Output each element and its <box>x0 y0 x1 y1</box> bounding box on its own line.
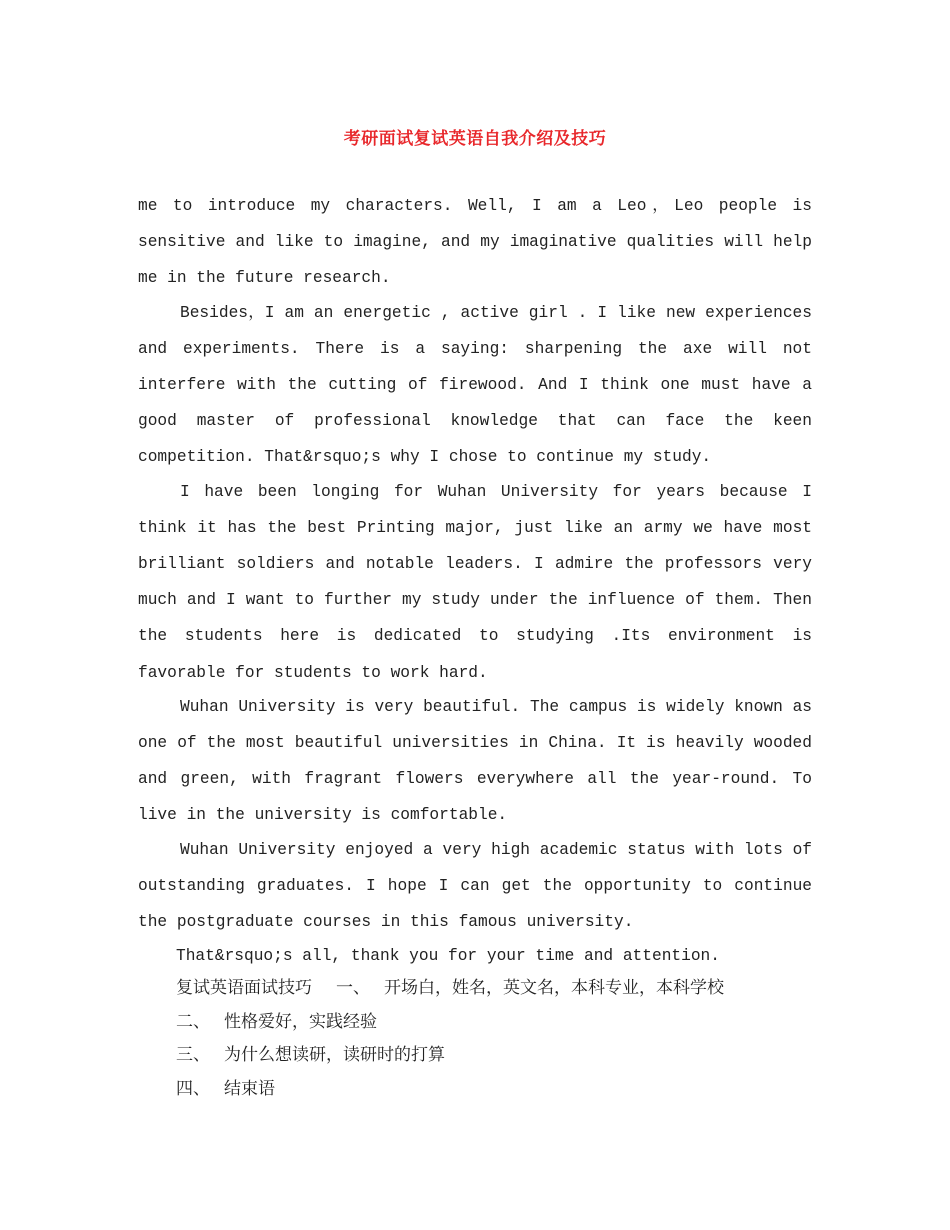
tip-item <box>176 1006 836 1040</box>
tip-number: 一、 <box>336 978 370 998</box>
tip-number: 二、 <box>176 1011 210 1032</box>
interview-tips <box>176 972 836 1106</box>
tip-item <box>176 1073 836 1107</box>
paragraph-why-wuhan: I have been longing for Wuhan University for years because I think it has the best Printing major, just like an army we have most brilliant soldiers and notable leaders. I admire the professors very much and I want to further my study under the influence of them. Then the students here is dedicated to studying .Its environment is favorable for students to work hard. <box>138 482 812 682</box>
paragraph-intro-continued: me to introduce my characters. Well, I am a Leo，Leo people is sensitive and like to imagine, and my imaginative qualities will help me in the future research. <box>138 197 812 288</box>
paragraph-closing: That&rsquo;s all, thank you for your time and attention. <box>176 947 720 966</box>
tip-item <box>176 1039 836 1073</box>
paragraph-academic-status: Wuhan University enjoyed a very high academic status with lots of outstanding graduates. I hope I can get the opportunity to continue the postgraduate courses in this famous university. <box>138 840 812 932</box>
paragraph-personality: Besides，I am an energetic , active girl . I like new experiences and experiments. There is a saying: sharpening the axe will not interfere with the cutting of firewood. And I think one must have a good master of professional knowledge that can face the keen competition. That&rsquo;s why I chose to continue my study. <box>138 303 812 467</box>
tip-text: 结束语 <box>224 1078 275 1099</box>
paragraph-campus: Wuhan University is very beautiful. The campus is widely known as one of the most beautiful universities in China. It is heavily wooded and green, with fragrant flowers everywhere all the year-round. To live in the university is comfortable. <box>138 697 812 825</box>
document-title: 考研面试复试英语自我介绍及技巧 <box>343 129 607 149</box>
tip-number: 四、 <box>176 1078 210 1099</box>
document-body <box>138 188 812 972</box>
tip-text: 为什么想读研，读研时的打算 <box>224 1045 445 1065</box>
tips-first-line <box>176 972 836 1006</box>
tip-text: 开场白，姓名，英文名，本科专业，本科学校 <box>384 978 724 998</box>
tips-heading: 复试英语面试技巧 <box>176 978 312 998</box>
tip-number: 三、 <box>176 1045 210 1065</box>
tip-text: 性格爱好，实践经验 <box>224 1011 377 1032</box>
